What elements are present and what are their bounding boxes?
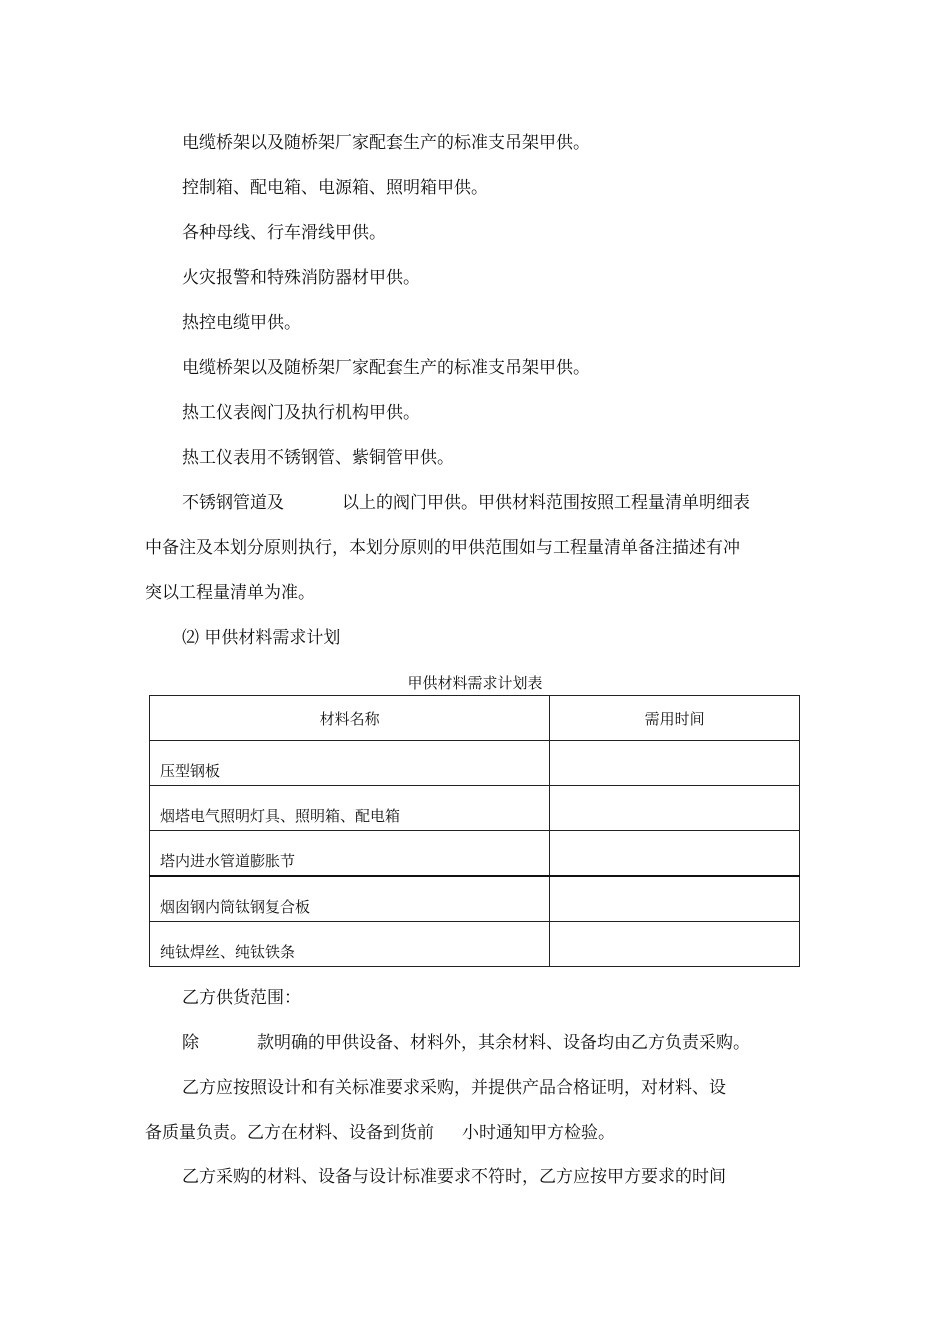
cell-material: 纯钛焊丝、纯钛铁条 (150, 922, 550, 967)
supply-p2-a: 备质量负责。乙方在材料、设备到货前 (145, 1123, 434, 1143)
paragraph-stainless-line2: 中备注及本划分原则执行，本划分原则的甲供范围如与工程量清单备注描述有冲 (145, 538, 740, 558)
supply-p1-a: 除 (182, 1033, 199, 1053)
supply-paragraph-2-line1: 乙方应按照设计和有关标准要求采购，并提供产品合格证明，对材料、设 (182, 1078, 726, 1098)
paragraph-stainless-line3: 突以工程量清单为准。 (145, 583, 315, 603)
header-required-time: 需用时间 (550, 696, 800, 741)
supply-paragraph-2-line2 (145, 1122, 615, 1144)
paragraph-stainless-line1 (182, 492, 750, 514)
cell-material: 烟囱钢内筒钛钢复合板 (150, 876, 550, 922)
supply-p2-b: 小时通知甲方检验。 (462, 1123, 615, 1143)
table-row (150, 876, 800, 922)
paragraph-cable-tray-repeat: 电缆桥架以及随桥架厂家配套生产的标准支吊架甲供。 (182, 358, 590, 378)
paragraph-fire-alarm: 火灾报警和特殊消防器材甲供。 (182, 268, 420, 288)
table-row (150, 922, 800, 967)
cell-material: 塔内进水管道膨胀节 (150, 831, 550, 877)
supply-paragraph-1 (182, 1032, 750, 1054)
cell-material: 压型钢板 (150, 741, 550, 786)
cell-time (550, 922, 800, 967)
paragraph-control-box: 控制箱、配电箱、电源箱、照明箱甲供。 (182, 178, 488, 198)
paragraph-thermal-cable: 热控电缆甲供。 (182, 313, 301, 333)
header-material-name: 材料名称 (150, 696, 550, 741)
cell-material: 烟塔电气照明灯具、照明箱、配电箱 (150, 786, 550, 831)
stainless-text-a: 不锈钢管道及 (182, 493, 284, 513)
supply-paragraph-3: 乙方采购的材料、设备与设计标准要求不符时，乙方应按甲方要求的时间 (182, 1167, 726, 1187)
paragraph-thermal-valves: 热工仪表阀门及执行机构甲供。 (182, 403, 420, 423)
supply-scope-heading: 乙方供货范围： (182, 988, 301, 1008)
section-heading-demand-plan: ⑵ 甲供材料需求计划 (182, 628, 341, 648)
paragraph-cable-tray: 电缆桥架以及随桥架厂家配套生产的标准支吊架甲供。 (182, 133, 590, 153)
cell-time (550, 831, 800, 877)
cell-time (550, 741, 800, 786)
cell-time (550, 786, 800, 831)
paragraph-thermal-pipes: 热工仪表用不锈钢管、紫铜管甲供。 (182, 448, 454, 468)
demand-plan-table (149, 695, 800, 967)
table-caption: 甲供材料需求计划表 (407, 674, 543, 692)
stainless-text-b: 以上的阀门甲供。甲供材料范围按照工程量清单明细表 (342, 493, 750, 513)
table-row (150, 786, 800, 831)
table-row (150, 831, 800, 877)
table-header-row (150, 696, 800, 741)
paragraph-busbar: 各种母线、行车滑线甲供。 (182, 223, 386, 243)
cell-time (550, 876, 800, 922)
supply-p1-b: 款明确的甲供设备、材料外，其余材料、设备均由乙方负责采购。 (257, 1033, 750, 1053)
table-row (150, 741, 800, 786)
